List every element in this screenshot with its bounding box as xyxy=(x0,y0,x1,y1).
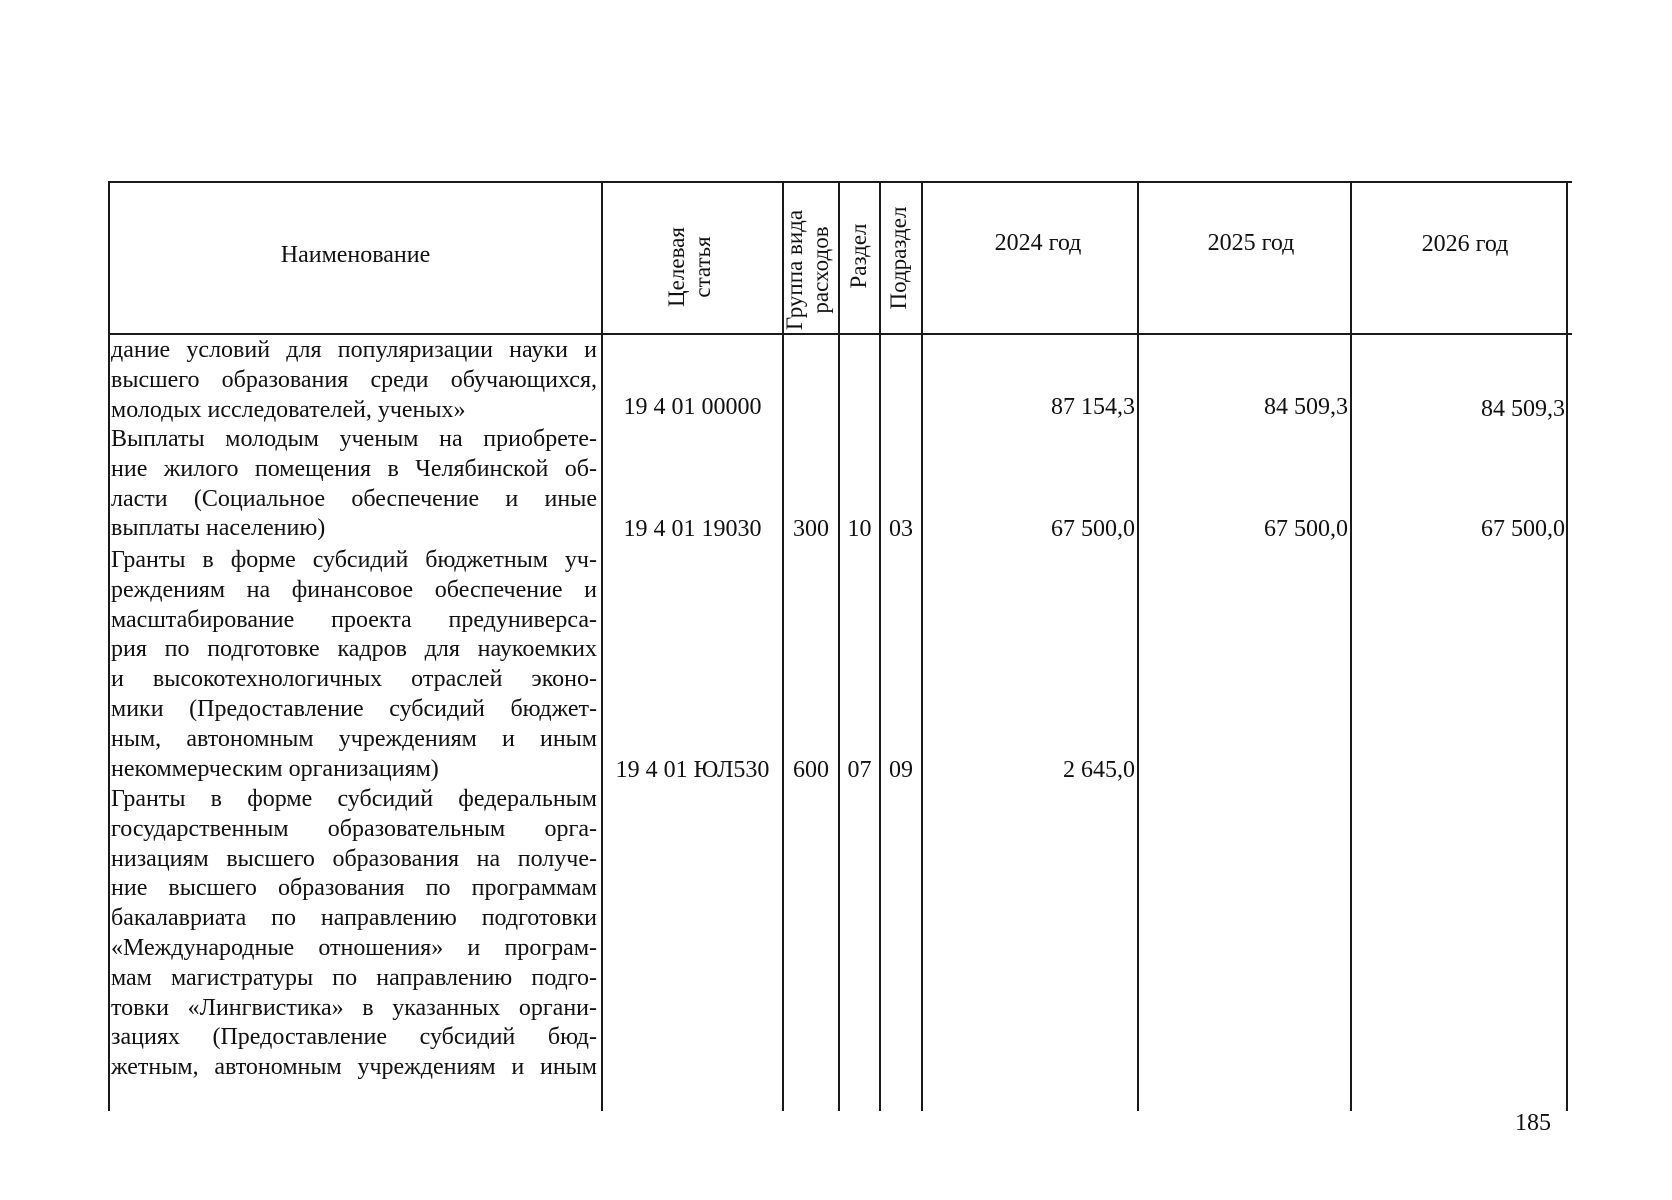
row-3-section: 07 xyxy=(847,757,872,783)
row-3-line-3: масштабирование проекта предуниверса- xyxy=(111,606,597,633)
row-2-line-2: ние жилого помещения в Челябинской об- xyxy=(111,455,597,482)
row-3-group: 600 xyxy=(793,757,829,783)
col-border-section xyxy=(879,181,881,1111)
row-2-target: 19 4 01 19030 xyxy=(623,516,762,542)
row-2-group: 300 xyxy=(793,516,829,542)
row-4-line-2: государственным образовательным орга- xyxy=(111,815,597,842)
col-border-left xyxy=(108,181,110,1111)
header-2025: 2025 год xyxy=(1207,230,1295,256)
header-target xyxy=(664,187,720,347)
header-expense-group xyxy=(782,200,838,340)
row-3-target: 19 4 01 ЮЛ530 xyxy=(615,757,770,783)
row-1-line-2: высшего образования среди обучающихся, xyxy=(111,366,597,393)
header-name: Наименование xyxy=(280,242,431,268)
row-4-line-3: низациям высшего образования на получе- xyxy=(111,845,597,872)
row-2-line-3: ласти (Социальное обеспечение и иные xyxy=(111,485,597,512)
row-3-2024: 2 645,0 xyxy=(1063,757,1135,783)
row-1-2026: 84 509,3 xyxy=(1481,396,1565,422)
row-2-2026: 67 500,0 xyxy=(1481,516,1565,542)
col-border-2025 xyxy=(1350,181,1352,1111)
row-2-line-4: выплаты населению) xyxy=(111,515,326,542)
row-4-description xyxy=(111,785,597,1083)
row-4-line-7: мам магистратуры по направлению подго- xyxy=(111,964,597,991)
row-4-line-4: ние высшего образования по программам xyxy=(111,875,597,902)
row-4-line-8: товки «Лингвистика» в указанных органи- xyxy=(111,994,597,1021)
row-3-line-8: некоммерческим организациям) xyxy=(111,755,439,782)
row-4-line-6: «Международные отношения» и програм- xyxy=(111,934,597,961)
header-2024: 2024 год xyxy=(994,230,1082,256)
row-3-line-7: ным, автономным учреждениям и иным xyxy=(111,725,597,752)
row-3-line-2: реждениям на финансовое обеспечение и xyxy=(111,576,597,603)
page-number: 185 xyxy=(1515,1110,1551,1136)
header-bottom-border xyxy=(108,333,1572,335)
row-3-line-4: рия по подготовке кадров для наукоемких xyxy=(111,636,597,663)
row-2-section: 10 xyxy=(847,516,872,542)
col-border-name xyxy=(601,181,603,1111)
header-expense-group-text: Группа вида расходов xyxy=(782,209,833,331)
col-border-right xyxy=(1566,181,1568,1111)
header-target-text: Целевая статья xyxy=(664,227,715,307)
col-border-subsection xyxy=(921,181,923,1111)
col-border-group xyxy=(838,181,840,1111)
row-4-line-5: бакалавриата по направлению подготовки xyxy=(111,905,597,932)
row-1-line-3: молодых исследователей, ученых» xyxy=(111,396,466,423)
row-2-line-1: Выплаты молодым ученым на приобрете- xyxy=(111,426,597,452)
row-4-line-1: Гранты в форме субсидий федеральным xyxy=(111,786,597,812)
row-3-subsection: 09 xyxy=(889,757,913,783)
row-3-line-6: мики (Предоставление субсидий бюджет- xyxy=(111,695,597,722)
row-3-line-1: Гранты в форме субсидий бюджетным уч- xyxy=(111,547,597,573)
row-1-line-1: дание условий для популяризации науки и xyxy=(111,337,597,363)
col-border-2024 xyxy=(1137,181,1139,1111)
row-2-2024: 67 500,0 xyxy=(1051,516,1135,542)
row-4-line-9: зациях (Предоставление субсидий бюд- xyxy=(111,1024,597,1051)
row-2-description xyxy=(111,425,597,544)
table-top-border xyxy=(108,181,1572,183)
row-1-target: 19 4 01 00000 xyxy=(623,394,762,420)
row-2-2025: 67 500,0 xyxy=(1264,516,1348,542)
row-1-2024: 87 154,3 xyxy=(1051,394,1135,420)
row-3-line-5: и высокотехнологичных отраслей эконо- xyxy=(111,666,597,693)
row-1-description xyxy=(111,336,597,425)
header-2026: 2026 год xyxy=(1421,231,1509,257)
row-2-subsection: 03 xyxy=(889,516,913,542)
header-subsection: Подраздел xyxy=(886,206,911,310)
row-1-2025: 84 509,3 xyxy=(1264,394,1348,420)
header-section: Раздел xyxy=(846,223,871,289)
row-4-line-10: жетным, автономным учреждениям и иным xyxy=(111,1054,597,1081)
row-3-description xyxy=(111,546,597,784)
